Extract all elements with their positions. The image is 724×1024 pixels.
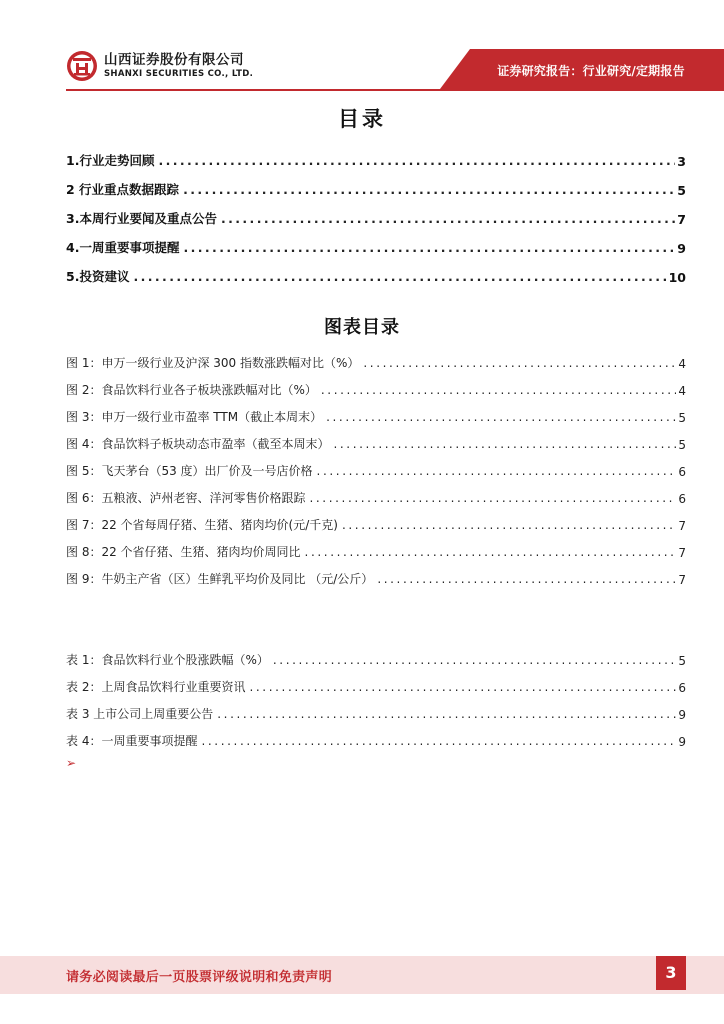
table-entry-label: 表 2：上周食品饮料行业重要资讯 <box>66 680 246 694</box>
toc-entry-page: 5 <box>677 183 686 198</box>
dot-leader <box>309 492 676 506</box>
dot-leader <box>217 708 676 722</box>
dot-leader <box>249 681 676 695</box>
toc-list <box>66 140 686 285</box>
figure-entry[interactable] <box>66 398 686 425</box>
figure-entry-page: 7 <box>678 519 686 533</box>
dot-leader <box>201 735 676 749</box>
dot-leader <box>183 184 675 199</box>
dot-leader <box>183 242 675 257</box>
table-entry-label: 表 1：食品饮料行业个股涨跌幅（%） <box>66 653 269 667</box>
figure-entry-page: 6 <box>678 492 686 506</box>
figure-entry[interactable] <box>66 371 686 398</box>
page-header <box>0 0 724 100</box>
report-type-banner <box>440 49 724 89</box>
figures-list <box>66 344 686 587</box>
figure-entry[interactable] <box>66 344 686 371</box>
dot-leader <box>321 384 677 398</box>
toc-entry-label: 2 行业重点数据跟踪 <box>66 182 180 197</box>
dot-leader <box>158 155 675 170</box>
company-logo <box>66 50 253 82</box>
tables-list <box>66 641 686 749</box>
table-entry-label: 表 4：一周重要事项提醒 <box>66 734 198 748</box>
toc-entry-label: 3.本周行业要闻及重点公告 <box>66 211 217 226</box>
figures-toc-title: 图表目录 <box>324 317 400 338</box>
toc-entry-page: 9 <box>677 241 686 256</box>
figure-entry-page: 6 <box>678 465 686 479</box>
figure-entry-page: 5 <box>678 411 686 425</box>
table-entry[interactable] <box>66 668 686 695</box>
table-entry[interactable] <box>66 641 686 668</box>
dot-leader <box>133 271 666 286</box>
figure-entry[interactable] <box>66 560 686 587</box>
figure-entry[interactable] <box>66 479 686 506</box>
report-type: 证券研究报告：行业研究/定期报告 <box>497 64 685 78</box>
toc-entry-page: 10 <box>668 270 686 285</box>
page-number: 3 <box>656 956 686 990</box>
toc-entry-page: 7 <box>677 212 686 227</box>
dot-leader <box>363 357 676 371</box>
company-name-cn: 山西证券股份有限公司 <box>104 52 244 68</box>
table-entry-page: 6 <box>678 681 686 695</box>
figure-entry-label: 图 3：申万一级行业市盈率 TTM（截止本周末） <box>66 410 323 424</box>
table-entry-page: 9 <box>678 735 686 749</box>
figure-entry-page: 7 <box>678 546 686 560</box>
table-entry-page: 5 <box>678 654 686 668</box>
dot-leader <box>342 519 676 533</box>
figure-entry-label: 图 9：牛奶主产省（区）生鲜乳平均价及同比 （元/公斤） <box>66 572 374 586</box>
toc-entry-page: 3 <box>677 154 686 169</box>
company-logo-icon <box>66 50 98 82</box>
figure-entry-label: 图 4：食品饮料子板块动态市盈率（截至本周末） <box>66 437 330 451</box>
toc-entry[interactable] <box>66 198 686 227</box>
figure-entry-page: 4 <box>678 384 686 398</box>
toc-title: 目录 <box>338 107 386 131</box>
toc-entry-label: 1.行业走势回顾 <box>66 153 155 168</box>
figure-entry-page: 4 <box>678 357 686 371</box>
toc-entry-label: 4.一周重要事项提醒 <box>66 240 180 255</box>
toc-entry[interactable] <box>66 140 686 169</box>
arrow-bullet-icon: ➢ <box>66 756 77 770</box>
table-entry[interactable] <box>66 722 686 749</box>
figure-entry[interactable] <box>66 452 686 479</box>
dot-leader <box>377 573 676 587</box>
figure-entry[interactable] <box>66 533 686 560</box>
table-entry-label: 表 3 上市公司上周重要公告 <box>66 707 214 721</box>
dot-leader <box>317 465 677 479</box>
figure-entry[interactable] <box>66 425 686 452</box>
toc-entry-label: 5.投资建议 <box>66 269 130 284</box>
table-entry-page: 9 <box>678 708 686 722</box>
header-divider <box>66 89 724 91</box>
dot-leader <box>221 213 675 228</box>
dot-leader <box>273 654 677 668</box>
figure-entry-page: 7 <box>678 573 686 587</box>
dot-leader <box>305 546 677 560</box>
toc-entry[interactable] <box>66 256 686 285</box>
figure-entry-label: 图 1：申万一级行业及沪深 300 指数涨跌幅对比（%） <box>66 356 360 370</box>
figure-entry-label: 图 5：飞天茅台（53 度）出厂价及一号店价格 <box>66 464 313 478</box>
dot-leader <box>333 438 676 452</box>
toc-entry[interactable] <box>66 169 686 198</box>
footer-disclaimer: 请务必阅读最后一页股票评级说明和免责声明 <box>66 970 333 985</box>
figure-entry-label: 图 7：22 个省每周仔猪、生猪、猪肉均价(元/千克) <box>66 518 338 532</box>
toc-entry[interactable] <box>66 227 686 256</box>
figure-entry-label: 图 6：五粮液、泸州老窖、洋河零售价格跟踪 <box>66 491 306 505</box>
figure-entry-page: 5 <box>678 438 686 452</box>
dot-leader <box>326 411 676 425</box>
figure-entry[interactable] <box>66 506 686 533</box>
company-name-en: SHANXI SECURITIES CO., LTD. <box>104 69 254 79</box>
figure-entry-label: 图 2：食品饮料行业各子板块涨跌幅对比（%） <box>66 383 317 397</box>
figure-entry-label: 图 8：22 个省仔猪、生猪、猪肉均价周同比 <box>66 545 301 559</box>
table-entry[interactable] <box>66 695 686 722</box>
